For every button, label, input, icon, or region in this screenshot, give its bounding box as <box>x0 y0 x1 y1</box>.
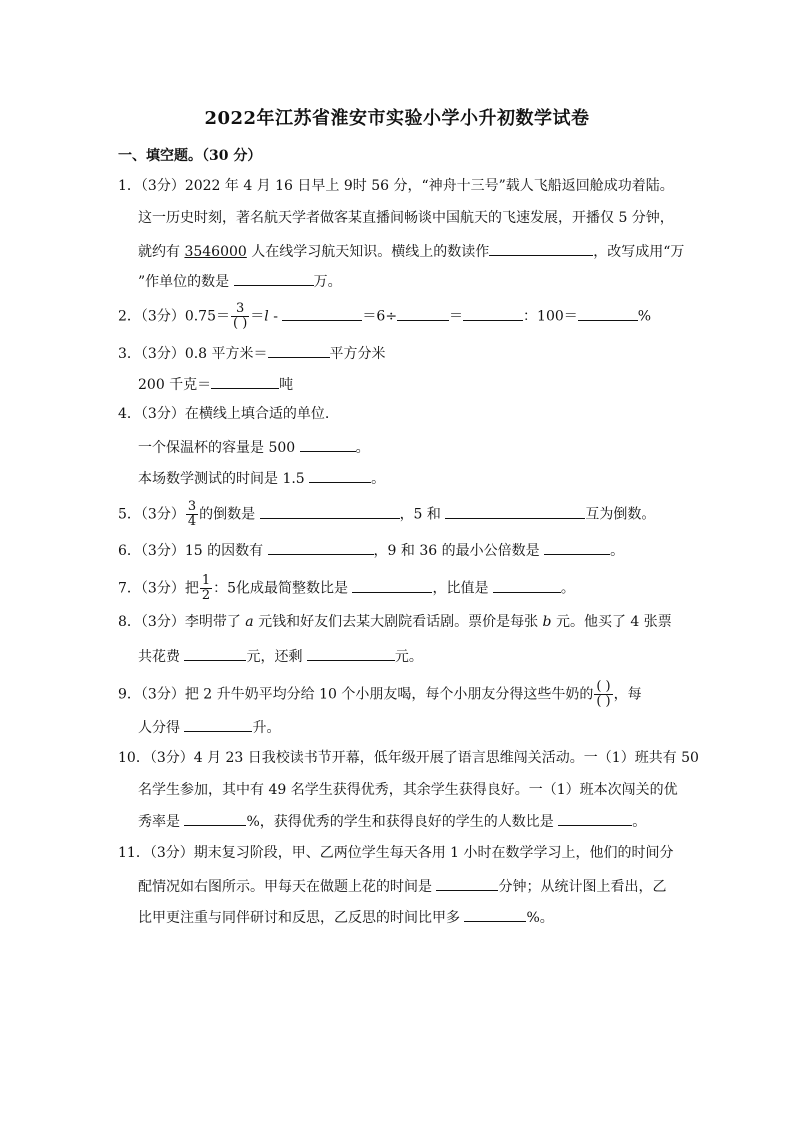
question-7 <box>118 574 575 603</box>
q2-text-g: % <box>637 308 652 325</box>
fraction-numerator: 1 <box>201 573 211 588</box>
answer-blank[interactable] <box>352 577 432 593</box>
answer-blank[interactable] <box>489 240 593 256</box>
q1-text-c2: 人在线学习航天知识。横线上的数读作 <box>246 244 490 260</box>
q9-text-b: ，每 <box>613 686 642 703</box>
q1-text-d2: 万。 <box>313 274 342 290</box>
q11-text-c2: %。 <box>526 910 554 926</box>
q4-text-c1: 本场数学测试的时间是 1.5 <box>138 471 310 487</box>
fraction <box>231 302 249 331</box>
q8-text-b1: 共花费 <box>138 649 185 665</box>
q1-text-a: 1．（3分）2022 年 4 月 16 日早上 9时 56 分，“神舟十三号”载人飞船返回舱成功着陆。 <box>118 178 674 194</box>
question-2 <box>118 302 651 331</box>
q2-text-f: ：100＝ <box>523 308 578 325</box>
fraction-numerator: ( ) <box>596 679 611 694</box>
q2-text-e: ＝ <box>449 308 464 325</box>
question-3-line-1 <box>118 342 386 364</box>
q11-text-a: 11．（3分）期末复习阶段，甲、乙两位学生每天各用 1 小时在数学学习上，他们的时间分 <box>118 845 674 861</box>
question-10-line-1 <box>118 748 699 768</box>
question-11-line-3 <box>138 906 554 928</box>
q11-text-c1: 比甲更注重与同伴研讨和反思，乙反思的时间比甲多 <box>138 910 465 926</box>
question-1-line-4 <box>138 270 342 292</box>
fraction <box>200 574 212 603</box>
answer-blank[interactable] <box>300 436 356 452</box>
q8-text-b3: 元。 <box>394 649 423 665</box>
q1-text-c1: 就约有 <box>138 244 185 260</box>
q8-var-a: a <box>245 614 254 630</box>
q6-text-b: ，9 和 36 的最小公倍数是 <box>373 543 545 559</box>
q1-text-d1: ”作单位的数是 <box>138 274 234 290</box>
fraction-denominator: 2 <box>201 588 211 603</box>
q11-text-b1: 配情况如右图所示。甲每天在做题上花的时间是 <box>138 879 437 895</box>
answer-blank[interactable] <box>234 270 314 286</box>
q8-text-a1: 8．（3分）李明带了 <box>118 614 246 630</box>
q2-text-d: ＝6÷ <box>362 308 398 325</box>
q1-underlined-number: 3546000 <box>184 244 247 260</box>
answer-blank[interactable] <box>307 645 395 661</box>
answer-blank[interactable] <box>558 810 632 826</box>
q10-text-b: 名学生参加，其中有 49 名学生获得优秀，其余学生获得良好。一（1）班本次闯关的优 <box>138 782 678 798</box>
fraction-denominator: ( ) <box>596 694 611 709</box>
q3-text-b2: 吨 <box>279 377 294 393</box>
question-10-line-3 <box>138 810 646 832</box>
section-heading: 一、填空题。（30 分） <box>118 148 262 164</box>
answer-blank[interactable] <box>184 810 246 826</box>
q9-text-a: 9．（3分）把 2 升牛奶平均分给 10 个小朋友喝，每个小朋友分得这些牛奶的 <box>118 686 594 703</box>
q4-text-a: 4．（3分）在横线上填合适的单位. <box>118 406 330 422</box>
q7-text-d: 。 <box>560 580 575 597</box>
answer-blank[interactable] <box>544 539 610 555</box>
q9-text-c1: 人分得 <box>138 720 185 736</box>
fraction <box>186 500 198 529</box>
q3-text-a2: 平方分米 <box>329 346 386 362</box>
answer-blank[interactable] <box>282 305 362 321</box>
fraction-denominator: 4 <box>187 514 197 529</box>
exam-title: 2022年江苏省淮安市实验小学小升初数学试卷 <box>204 108 590 129</box>
q6-text-a: 6．（3分）15 的因数有 <box>118 543 268 559</box>
q7-text-c: ，比值是 <box>432 580 493 597</box>
q2-text-c: - <box>268 308 283 325</box>
answer-blank[interactable] <box>184 645 246 661</box>
q10-text-a: 10．（3分）4 月 23 日我校读书节开幕，低年级开展了语言思维闯关活动。一（1）班共有 50 <box>118 750 699 766</box>
fraction <box>594 680 612 709</box>
answer-blank[interactable] <box>260 503 400 519</box>
q3-text-b1: 200 千克＝ <box>138 377 212 393</box>
answer-blank[interactable] <box>445 503 585 519</box>
q8-var-b: b <box>542 614 552 630</box>
q8-text-b2: 元，还剩 <box>246 649 307 665</box>
question-10-line-2 <box>138 780 678 800</box>
q1-text-b: 这一历史时刻，著名航天学者做客某直播间畅谈中国航天的飞速发展，开播仅 5 分钟， <box>138 210 674 226</box>
q10-text-c1: 秀率是 <box>138 814 185 830</box>
q11-text-b2: 分钟；从统计图上看出，乙 <box>498 879 667 895</box>
question-9-line-2 <box>138 716 280 738</box>
fraction-numerator: 3 <box>187 499 197 514</box>
q4-text-b2: 。 <box>355 440 370 456</box>
question-4-line-1 <box>118 404 329 424</box>
q4-text-c2: 。 <box>371 471 386 487</box>
q7-text-a: 7．（3分）把 <box>118 580 199 597</box>
question-5 <box>118 500 655 529</box>
answer-blank[interactable] <box>211 373 279 389</box>
q8-text-a3: 元。他买了 4 张票 <box>551 614 672 630</box>
q5-text-b: 的倒数是 <box>199 506 260 523</box>
q7-text-b: ：5化成最简整数比是 <box>213 580 353 597</box>
answer-blank[interactable] <box>436 875 498 891</box>
question-4-line-3 <box>138 467 385 489</box>
answer-blank[interactable] <box>493 577 561 593</box>
answer-blank[interactable] <box>309 467 371 483</box>
question-3-line-2 <box>138 373 293 395</box>
answer-blank[interactable] <box>463 305 523 321</box>
fraction-numerator: 3 <box>231 302 249 317</box>
question-4-line-2 <box>138 436 370 458</box>
fraction-denominator: ( ) <box>233 316 248 331</box>
question-1-line-2 <box>138 208 674 228</box>
question-8-line-2 <box>138 645 423 667</box>
answer-blank[interactable] <box>464 906 526 922</box>
q4-text-b1: 一个保温杯的容量是 500 <box>138 440 300 456</box>
question-9-line-1 <box>118 680 642 709</box>
q10-text-c2: %，获得优秀的学生和获得良好的学生的人数比是 <box>246 814 559 830</box>
answer-blank[interactable] <box>578 305 638 321</box>
question-6 <box>118 539 624 561</box>
q8-text-a2: 元钱和好友们去某大剧院看话剧。票价是每张 <box>253 614 543 630</box>
q6-text-c: 。 <box>610 543 625 559</box>
question-11-line-1 <box>118 843 674 863</box>
question-1-line-1 <box>118 176 674 196</box>
q9-text-c2: 升。 <box>252 720 281 736</box>
question-8-line-1 <box>118 612 672 632</box>
q5-text-c: ，5 和 <box>399 506 446 523</box>
q5-text-a: 5．（3分） <box>118 506 185 523</box>
q2-text-b: ＝ <box>250 308 265 325</box>
answer-blank[interactable] <box>268 539 374 555</box>
q5-text-d: 互为倒数。 <box>585 506 656 523</box>
q3-text-a1: 3．（3分）0.8 平方米＝ <box>118 346 268 362</box>
q2-text-a: 2．（3分）0.75＝ <box>118 308 230 325</box>
answer-blank[interactable] <box>397 305 449 321</box>
q1-text-c3: ，改写成用“万 <box>593 244 685 260</box>
q10-text-c3: 。 <box>632 814 647 830</box>
answer-blank[interactable] <box>268 342 330 358</box>
question-11-line-2 <box>138 875 666 897</box>
question-1-line-3 <box>138 240 684 262</box>
answer-blank[interactable] <box>184 716 252 732</box>
q2-var: l <box>264 308 269 325</box>
